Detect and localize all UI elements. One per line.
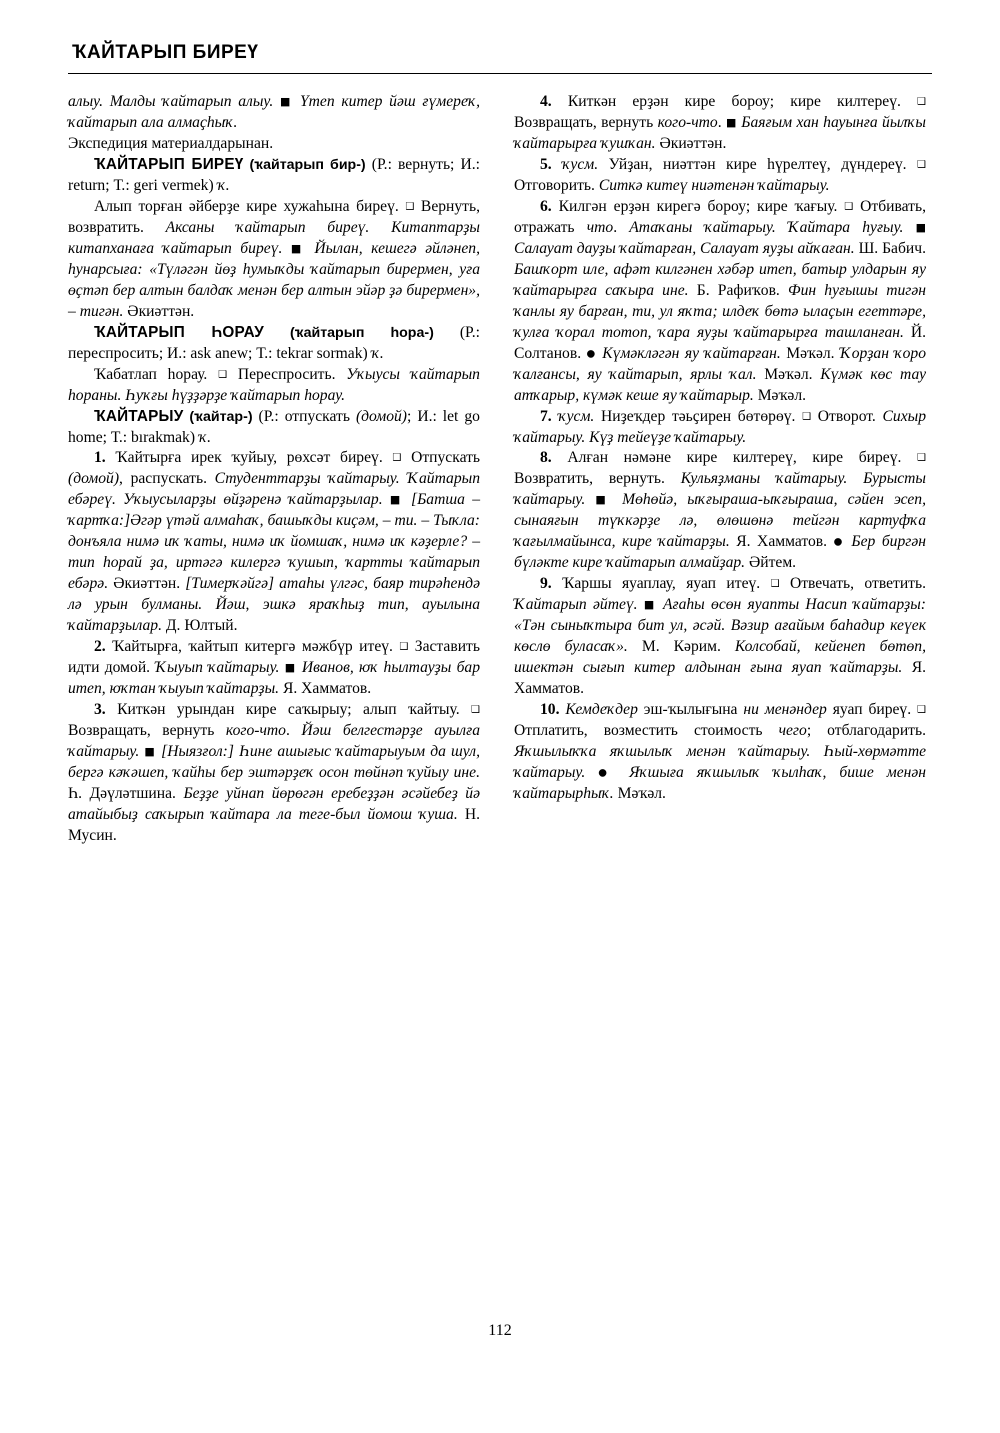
page-number: 112 (488, 1322, 512, 1339)
dictionary-entry: ҠАЙТАРЫП ҺОРАУ (ҡайтарып һора-) (Р.: переспросить; И.: ask anew; Т.: tekrar sormak) ҡ. (68, 323, 480, 362)
dictionary-entry: Алып торған әйберҙе кире хужаһына биреү. ❑ Вернуть, возвратить. Аксаны ҡайтарып биреү. Китаптарҙы китапханаға ҡайтарып биреү. ■ Йылан, кешегә әйләнеп, һунарсыға: «Түләгән йөҙ һумыҡды ҡайтарып бирермен, уға өҫтәп бер алтын балдаҡ менән бер алтын эйәр ҙә бирермен», – тигән. Әкиәттән. (68, 197, 481, 320)
dictionary-entry: Ҡабатлап һорау. ❑ Переспросить. Уҡыусы ҡайтарып һораны. Һуҡғы һүҙҙәрҙе ҡайтарып һорау. (68, 365, 480, 404)
running-head: ҠАЙТАРЫП БИРЕҮ (72, 42, 259, 63)
sense-paragraph: 6. Килгән ерҙән кирегә бороу; кире ҡағыу. ❑ Отбивать, отражать что. Атаҡаны ҡайтарыу. Ҡайтара һуғыу. ■ Салауат дауҙы ҡайтарған, Салауат яуҙы айҡаған. Ш. Бабич. Башҡорт иле, афәт килгәнен хәбәр итеп, батыр улдарын яу ҡайтарырға саҡыра ине. Б. Рафиҡов. Фин һуғышы тигән ҡанлы яу барған, ти, ул яҡта; илдеҡ бөтә ылаҫын егеттәре, ҡулға ҡорал тотоп, ҡара яуҙы ҡайтарырға ташланған. Й. Солтанов. ● Күмәкләгән яу ҡайтарған. Мәҡәл. Ҡорҙан ҡоро ҡалғансы, яу ҡайтарып, ярлы ҡал. Мәҡәл. Күмәк көс тау атҡарыр, күмәк кеше яу ҡайтарыр. Мәҡәл. (514, 197, 927, 404)
sense-paragraph: 10. Кемдеҡдер эш-ҡылығына ни менәндер яуап биреү. ❑ Отплатить, возместить стоимость чего; отблагодарить. Яҡшылыҡҡа яҡшылыҡ менән ҡайтарыу. Һый-хөрмәтте ҡайтарыу. ● Яҡшыға яҡшылыҡ ҡылһаҡ, бише менән ҡайтарырһыҡ. Мәҡәл. (514, 701, 927, 802)
continuation-paragraph: алыу. Малды ҡайтарып алыу. ■ Үтеп китер йәш ғүмереҡ, ҡайтарып ала алмаҫһыҡ. (68, 93, 480, 131)
header-divider (68, 73, 932, 74)
sense-paragraph: 9. Ҡаршы яуаплау, яуап итеү. ❑ Отвечать, ответить. Ҡайтарып әйтеү. ■ Ағаһы өсөн яуапты Насип ҡайтарҙы: «Тән сыныҡтыра бит ул, әсәй. Вәзир ағайым баһадир кеүек көслө буласаҡ». М. Кәрим. Колсобай, кейенеп бөтөп, ишектән сығып китер алдынан ғына яуап ҡайтарҙы. Я. Хамматов. (514, 575, 926, 698)
left-column (68, 92, 480, 847)
right-column (514, 92, 926, 847)
sense-paragraph: 5. ҡусм. Уйҙан, ниәттән кире һүрелтеү, дүндереү. ❑ Отговорить. Ситкә китеү ниәтенән ҡайтарыу. (514, 155, 926, 194)
sense-paragraph: 8. Алған нәмәне кире килтереү, кире биреү. ❑ Возвратить, вернуть. Кульяҙманы ҡайтарыу. Бурысты ҡайтарыу. ■ Мөһөйә, ыҡғыраша-ыҡғыраша, сәйен эсеп, сынаяғын түҡкәрҙе лә, өлөшөнә тейгән картуфҡа ҡағылмайынса, кире ҡайтарҙы. Я. Хамматов. ● Бер биргән бүләкте кире ҡайтарып алмайҙар. Әйтем. (514, 449, 927, 572)
sense-paragraph: 4. Киткән ерҙән кире бороу; кире килтереү. ❑ Возвращать, вернуть кого-что. ■ Баяғым хан һауынға йылҡы ҡайтарырға ҡушҡан. Әкиәттән. (514, 93, 926, 152)
sense-paragraph: 7. ҡусм. Ниҙеҡдер тәьҫирен бөтөрөү. ❑ Отворот. Сихыр ҡайтарыу. Күҙ тейеүҙе ҡайтарыу. (514, 407, 926, 446)
two-column-layout (68, 92, 932, 847)
continuation-paragraph: Экспедиция материалдарынан. (68, 134, 274, 152)
sense-paragraph: 1. Ҡайтырға ирек ҡуйыу, рөхсәт биреү. ❑ Отпускать (домой), распускать. Студенттарҙы ҡайтарыу. Ҡайтарып ебәреү. Уҡыусыларҙы өйҙәренә ҡайтарҙылар. ■ [Батша – ҡартҡа:]Әгәр үтәй алмаһаҡ, башыҡды киҫәм, – ти. – Тыҡла: донъяла нимә иҡ ҡаты, нимә иҡ йомшаҡ, нимә иҡ кәҙерле? – тип һорай ҙа, иртәгә килергә ҡушып, ҡартты ҡайтарып ебәрә. Әкиәттән. [Тимерҡәйгә] атаһы үлгәс, баяр тирәһендә лә урын булманы. Йәш, эшкә яраҡһыҙ тип, ауылына ҡайтарҙылар. Д. Юлтый. (68, 449, 481, 635)
dictionary-entry: ҠАЙТАРЫП БИРЕҮ (ҡайтарып бир-) (Р.: вернуть; И.: return; Т.: geri vermek) ҡ. (68, 155, 480, 194)
dictionary-entry: ҠАЙТАРЫУ (ҡайтар-) (Р.: отпускать (домой); И.: let go home; Т.: bırakmak) ҡ. (68, 407, 480, 446)
sense-paragraph: 2. Ҡайтырға, ҡайтып китергә мәжбүр итеү. ❑ Заставить идти домой. Ҡыуып ҡайтарыу. ■ Иванов, юҡ һылтауҙы бар итеп, юҡтан ҡыуып ҡайтарҙы. Я. Хамматов. (68, 638, 481, 698)
sense-paragraph: 3. Киткән урындан кире саҡырыу; алып ҡайтыу. ❑ Возвращать, вернуть кого-что. Йәш белгестәрҙе ауылға ҡайтарыу. ■ [Ныязғол:] Һине ашығыс ҡайтарыуым да шул, бергә кәҡәшеп, ҡайһы бер эштәрҙеҡ осон төйнәп ҡуйыу ине. Һ. Дәүләтшина. Беҙҙе уйнап йөрөгән еребеҙҙән әсәйебеҙ йә атайыбыҙ саҡырып ҡайтара ла теге-был йомош ҡуша. Н. Мусин. (68, 701, 481, 844)
